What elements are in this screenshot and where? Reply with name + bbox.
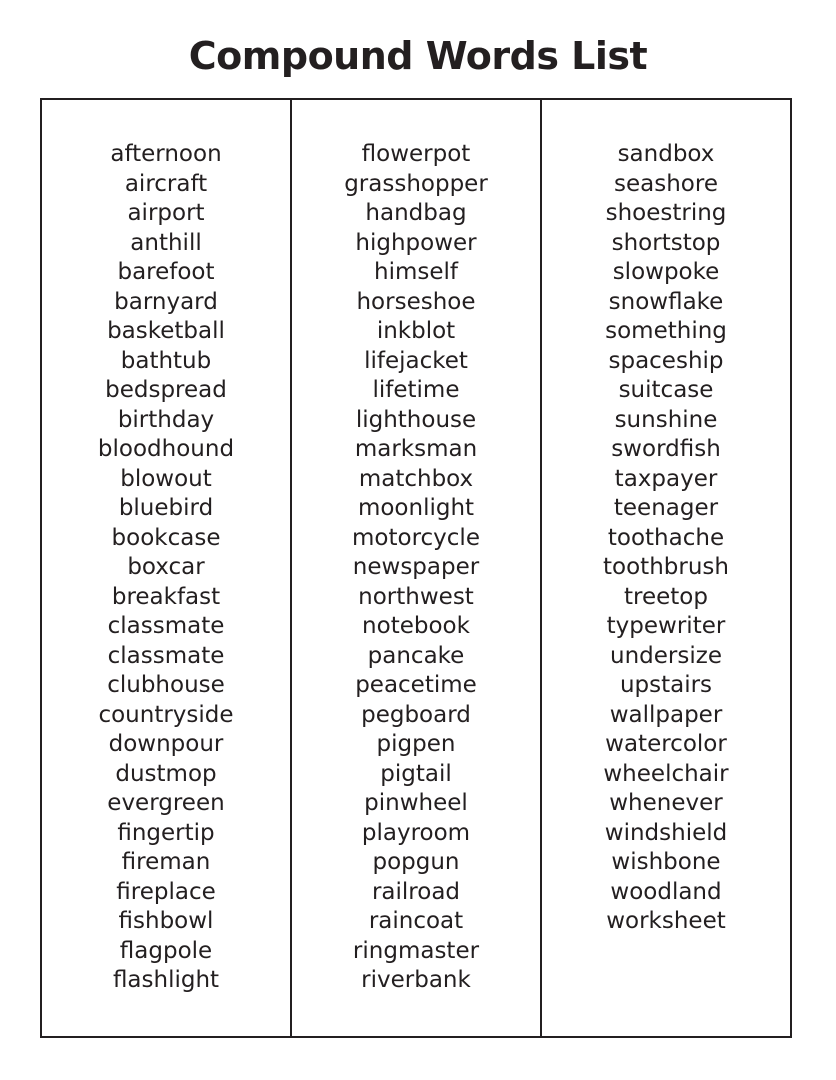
word-item: barnyard [114,288,218,315]
word-item: evergreen [107,790,225,816]
word-item: watercolor [605,731,727,757]
word-column-3 [540,100,790,1036]
word-item: fireplace [116,878,216,905]
word-item: pigtail [380,760,452,787]
word-item: snowflake [608,288,724,315]
word-column-2 [290,100,540,1036]
word-item: upstairs [619,672,713,698]
word-item: slowpoke [612,259,720,285]
word-item: breakfast [111,583,221,610]
word-item: flagpole [119,937,213,964]
word-item: windshield [604,819,728,846]
word-item: pegboard [361,701,471,728]
word-item: basketball [107,318,225,344]
word-item: highpower [355,229,477,256]
word-item: motorcycle [352,524,480,551]
word-item: sunshine [614,406,718,433]
word-item: undersize [610,642,722,669]
word-column-1 [42,100,290,1036]
word-item: newspaper [352,554,480,580]
word-item: barefoot [117,259,215,285]
word-item: dustmop [115,760,217,787]
word-item: fishbowl [118,908,214,934]
word-item: aircraft [124,170,208,197]
word-item: birthday [117,406,215,433]
word-table [40,98,792,1038]
word-item: inkblot [376,318,456,344]
word-item: woodland [610,878,722,905]
word-item: shoestring [605,200,727,226]
word-item: bookcase [111,524,221,551]
word-item: swordfish [611,436,721,462]
word-list-2 [292,140,540,996]
word-item: popgun [372,849,460,875]
word-item: classmate [107,642,225,669]
word-item: horseshoe [356,288,476,315]
word-item: northwest [358,583,474,610]
word-item: suitcase [618,377,714,403]
word-item: something [605,318,727,344]
word-item: pancake [367,642,465,669]
word-item: boxcar [127,554,205,580]
word-item: wishbone [611,849,721,875]
word-item: playroom [361,819,471,846]
word-item: flashlight [112,967,220,993]
word-item: railroad [371,878,461,905]
word-item: blowout [120,465,212,492]
word-item: peacetime [355,672,477,698]
word-item: ringmaster [352,937,480,964]
word-item: airport [127,200,205,226]
word-item: marksman [354,436,478,462]
word-item: classmate [107,613,225,639]
word-item: typewriter [606,613,726,639]
page-title: Compound Words List [188,34,648,78]
word-item: lifejacket [364,347,468,374]
word-item: seashore [614,170,718,197]
word-item: shortstop [611,229,721,256]
word-item: taxpayer [614,465,718,492]
word-item: sandbox [617,141,715,167]
word-item: moonlight [357,495,475,521]
word-item: countryside [98,701,234,728]
word-item: spaceship [608,347,724,374]
word-item: bloodhound [97,436,235,462]
word-item: downpour [108,731,224,757]
word-item: himself [374,259,458,285]
word-list-1 [42,140,290,996]
word-item: pigpen [376,731,456,757]
word-item: bedspread [105,377,227,403]
word-item: toothbrush [603,554,729,580]
word-item: clubhouse [107,672,225,698]
word-item: toothache [607,524,725,551]
word-item: lighthouse [355,406,477,433]
word-item: notebook [362,613,470,639]
word-item: whenever [609,790,723,816]
word-item: fireman [121,849,211,875]
word-list-3 [542,140,790,937]
word-item: handbag [365,200,467,226]
word-item: grasshopper [344,170,488,197]
word-item: fingertip [117,819,215,846]
word-item: afternoon [110,141,222,167]
word-item: wheelchair [603,760,729,787]
word-item: anthill [130,229,202,256]
word-item: bluebird [118,495,214,521]
word-item: matchbox [358,465,474,492]
word-item: teenager [613,495,719,521]
word-item: wallpaper [609,701,723,728]
word-item: bathtub [120,347,212,374]
word-item: raincoat [368,908,464,934]
word-item: lifetime [372,377,460,403]
word-item: treetop [624,583,708,610]
word-item: pinwheel [364,790,468,816]
word-item: flowerpot [361,141,471,167]
word-item: worksheet [606,908,726,934]
word-item: riverbank [361,967,471,993]
